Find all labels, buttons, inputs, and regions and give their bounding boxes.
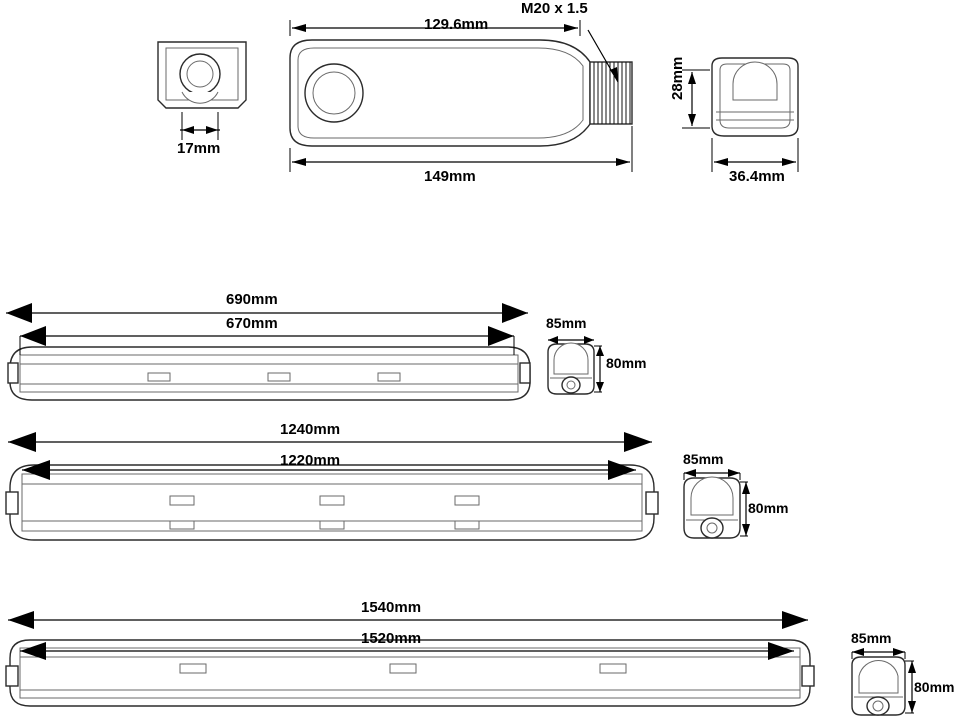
label-endcap-width: 36.4mm [729, 168, 785, 185]
label-1200-end-width: 85mm [683, 451, 724, 467]
fitting-1200-elevation [6, 432, 658, 540]
label-1540mm: 1540mm [361, 599, 422, 616]
gland-plan-view [290, 20, 632, 172]
label-1520mm: 1520mm [361, 630, 422, 647]
label-1500-end-width: 85mm [851, 630, 892, 646]
label-endcap-height: 28mm [669, 56, 686, 100]
label-690mm: 690mm [226, 291, 278, 308]
label-gland-total-length: 149mm [424, 168, 476, 185]
fitting-1500-endview [852, 648, 916, 715]
fitting-1500-elevation [6, 611, 814, 706]
endcap-front-view [682, 58, 798, 172]
label-1220mm: 1220mm [280, 452, 341, 469]
fitting-600-endview [548, 336, 604, 394]
label-1200-end-height: 80mm [748, 500, 789, 516]
fitting-1200-endview [684, 469, 750, 538]
label-1240mm: 1240mm [280, 421, 341, 438]
label-1500-end-height: 80mm [914, 679, 955, 695]
label-endcap-depth: 17mm [177, 140, 221, 157]
gland-side-view [158, 42, 246, 140]
label-thread-m20: M20 x 1.5 [521, 0, 588, 17]
label-600-end-height: 80mm [606, 355, 647, 371]
label-gland-body-length: 129.6mm [424, 16, 489, 33]
label-600-end-width: 85mm [546, 315, 587, 331]
label-670mm: 670mm [226, 315, 278, 332]
